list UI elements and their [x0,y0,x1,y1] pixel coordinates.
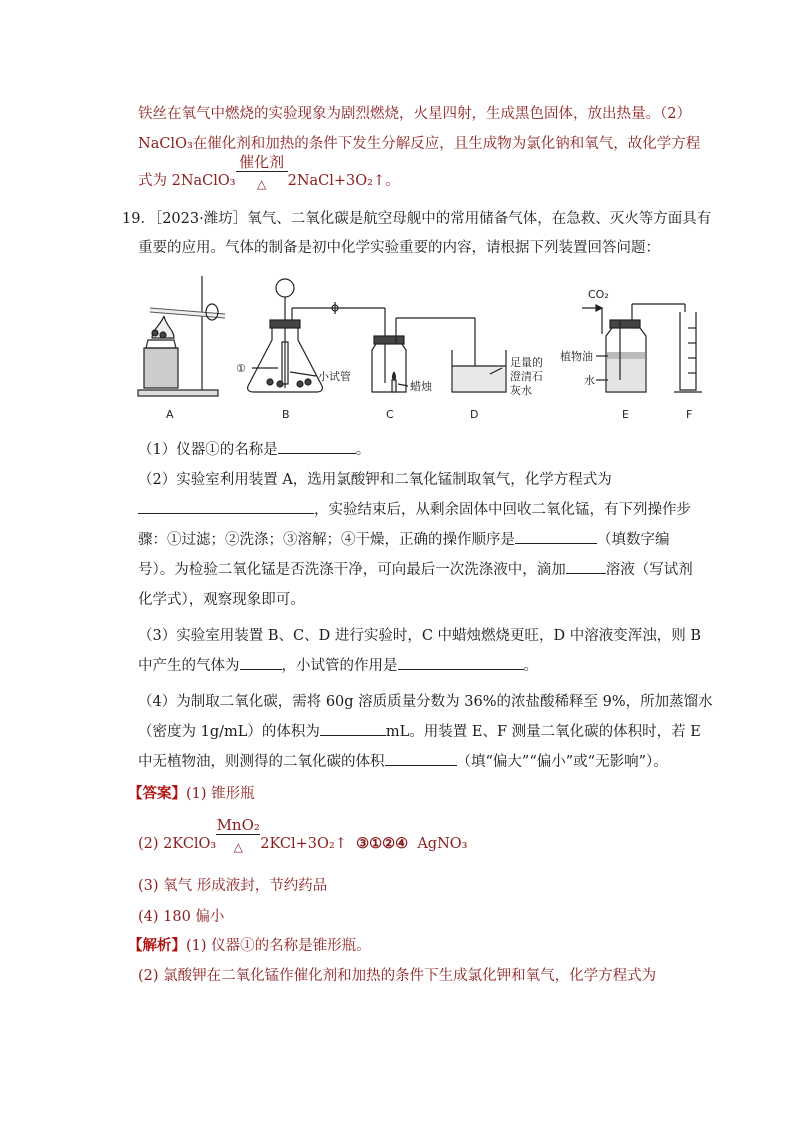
fig-circle-one: ① [236,362,246,375]
part-3-line-2 [138,652,678,680]
part-2-text-e: 号）。为检验二氧化锰是否洗涤干净，可向最后一次洗涤液中，滴加 [138,562,566,578]
fig-oil: 植物油 [560,350,593,363]
part-4-text-d: 中无植物油，则测得的二氧化碳的体积 [138,754,385,770]
blank-1 [278,437,356,454]
part-2-line-4 [138,556,693,584]
part-2-line-1: （2）实验室利用装置 A，选用氯酸钾和二氧化锰制取氧气，化学方程式为 [138,472,612,488]
apparatus-b [248,279,385,392]
fig-candle: 蜡烛 [410,380,432,393]
part-3-text-d: 。 [523,658,538,674]
part-2-line-5: 化学式），观察现象即可。 [138,592,305,608]
answer-line-4: (4) 180 偏小 [138,909,225,925]
answer-2-reagent: AgNO₃ [417,836,468,852]
part-4-line-3 [138,748,678,776]
part-3-text-c: ，小试管的作用是 [281,658,398,674]
part-3-text-b: 中产生的气体为 [138,658,240,674]
prev-line-2: NaClO₃在催化剂和加热的条件下发生分解反应，且生成物为氯化钠和氧气，故化学方程 [138,136,701,152]
fig-label-f: F [686,408,693,421]
q19-stem-2: 重要的应用。气体的制备是初中化学实验重要的内容，请根据下列装置回答问题： [138,240,660,256]
answer-line-3: (3) 氧气 形成液封，节约药品 [138,878,328,894]
part-2-text-b: ，实验结束后，从剩余固体中回收二氧化锰，有下列操作步 [314,502,691,518]
answer-line-1 [128,780,668,808]
answer-tag: 【答案】 [128,785,186,802]
apparatus-a [138,276,225,396]
answer-2-order: ③①②④ [356,835,409,852]
q19-stem-1: 19．［2023·潍坊］氧气、二氧化碳是航空母舰中的常用储备气体，在急救、灭火等方面具有 [122,211,712,227]
blank-4b [385,749,457,766]
fig-co2: CO₂ [588,288,609,301]
part-1 [138,436,678,464]
apparatus-figure [130,268,720,428]
part-2-text-c: 骤：①过滤；②洗涤；③溶解；④干燥，正确的操作顺序是 [138,532,515,548]
fig-limewater-2: 澄清石 [510,370,543,383]
answer-1: (1) 锥形瓶 [186,786,255,802]
apparatus-f [674,312,702,392]
blank-2a [138,497,314,514]
fig-limewater-3: 灰水 [510,384,532,397]
prev-equation-right: 2NaCl+3O₂↑。 [287,173,400,189]
blank-2b [515,527,597,544]
prev-equation-condition [236,153,288,195]
part-2-text-f: 溶液（写试剂 [605,562,693,578]
analysis-line-2: (2) 氯酸钾在二氧化锰作催化剂和加热的条件下生成氯化钾和氧气，化学方程式为 [138,968,657,984]
apparatus-d [452,318,506,392]
condition-catalyst: 催化剂 [239,153,285,171]
condition-heat-2: △ [233,840,243,854]
prev-equation-left: 式为 2NaClO₃ [138,173,236,189]
part-3-line-1: （3）实验室用装置 B、C、D 进行实验时，C 中蜡烛燃烧更旺，D 中溶液变浑浊，则 B [138,628,702,644]
fig-label-b: B [282,408,290,421]
fig-water: 水 [584,374,595,387]
part-4-line-1: （4）为制取二氧化碳，需将 60g 溶质质量分数为 36%的浓盐酸稀释至 9%，所加蒸馏水 [138,694,713,710]
part-4-text-c: mL。用装置 E、F 测量二氧化碳的体积时，若 E [385,724,701,740]
answer-line-2 [138,816,678,858]
part-1-text: （1）仪器①的名称是 [138,442,278,458]
answer-2-right: 2KCl+3O₂↑ [260,836,347,852]
answer-2-left: (2) 2KClO₃ [138,836,217,852]
part-2-line-3 [138,526,678,554]
fig-label-c: C [386,408,394,421]
condition-heat: △ [256,177,267,191]
part-4-line-2 [138,718,701,746]
part-2-line-2 [138,496,691,524]
blank-2c [566,557,606,574]
blank-4a [320,719,386,736]
fig-label-a: A [166,408,174,421]
part-4-text-b: （密度为 1g/mL）的体积为 [138,724,320,740]
part-4-text-e: （填“偏大”“偏小”或“无影响”）。 [456,754,668,770]
fig-label-d: D [470,408,479,421]
blank-3b [398,653,524,670]
fig-label-e: E [622,408,629,421]
part-1-end: 。 [355,442,371,458]
condition-mno2: MnO₂ [216,816,260,834]
part-2-text-d: （填数字编 [597,532,670,548]
fig-small-tube: 小试管 [318,370,351,383]
analysis-line-1 [128,932,668,960]
blank-3a [240,653,282,670]
answer-2-condition [216,816,260,858]
analysis-1: (1) 仪器①的名称是锥形瓶。 [186,938,371,954]
analysis-tag: 【解析】 [128,937,186,954]
apparatus-e [582,304,685,392]
prev-line-1: 铁丝在氧气中燃烧的实验现象为剧烈燃烧，火星四射，生成黑色固体，放出热量。（2） [138,106,691,122]
prev-equation [138,153,678,195]
fig-limewater-1: 足量的 [510,356,543,369]
